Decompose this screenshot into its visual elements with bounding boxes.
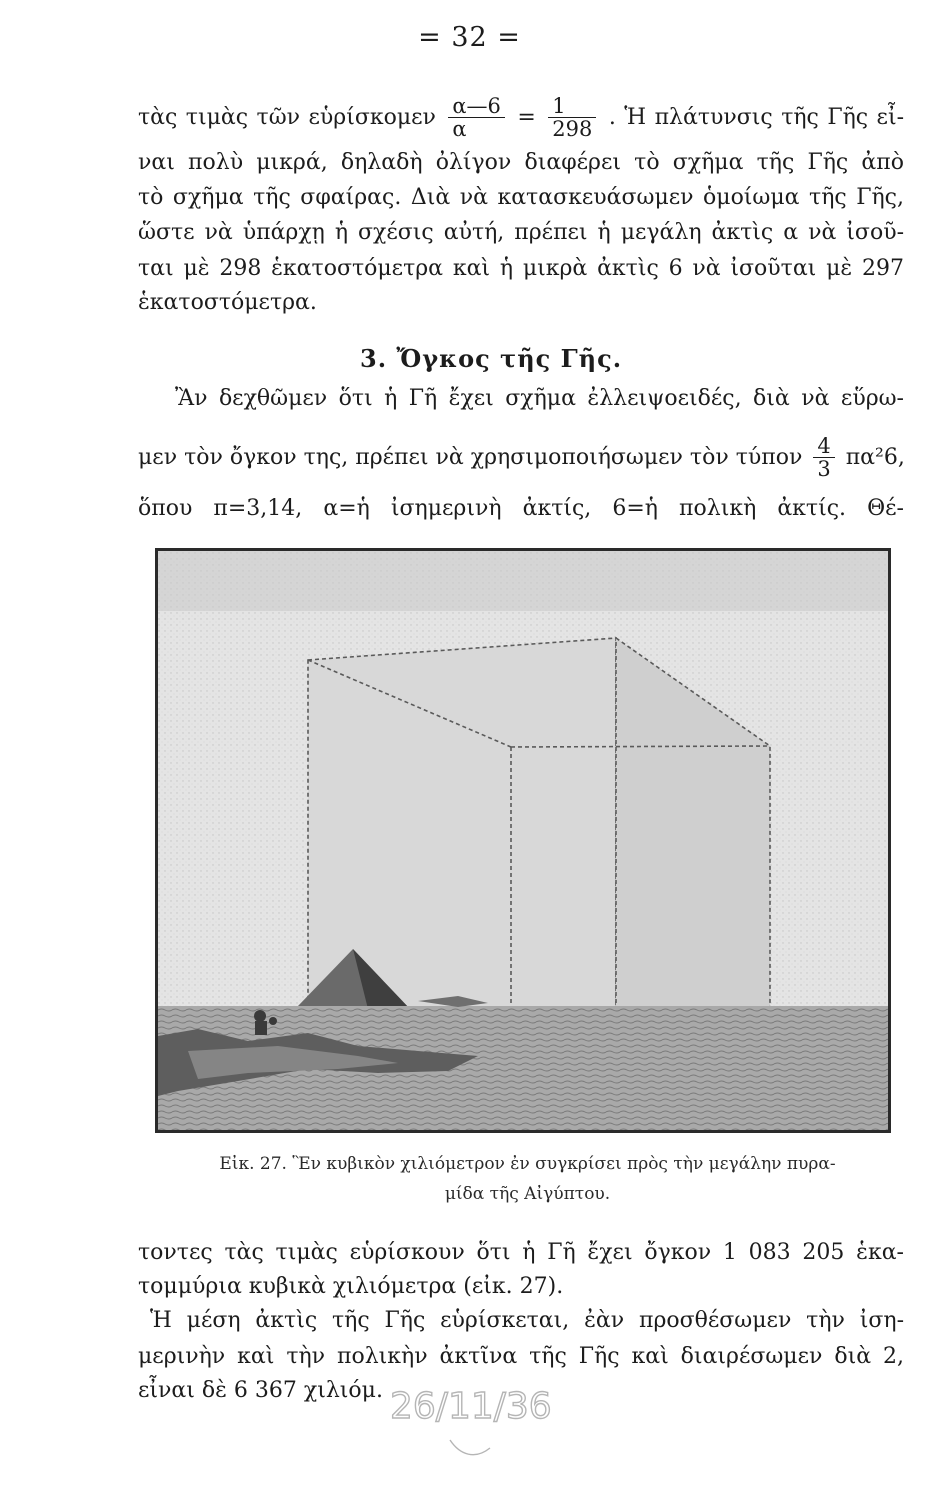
fraction-numerator: 4 xyxy=(813,436,834,458)
fraction-numerator: 1 xyxy=(548,96,596,118)
text-line-8-start: μεν τὸν ὄγκον της, πρέπει νὰ χρησιμοποιήσωμεν τὸν τύπον xyxy=(138,445,803,470)
figure-caption-line-1: Εἰκ. 27. Ἓν κυβικὸν χιλιόμετρον ἐν συγκρίσει πρὸς τὴν μεγάλην πυρα- xyxy=(219,1154,836,1174)
equals-sign: = xyxy=(517,105,536,130)
text-line-1-start: τὰς τιμὰς τῶν εὑρίσκομεν xyxy=(138,105,436,130)
text-line-8 xyxy=(138,436,904,480)
figure-cube-pyramid xyxy=(155,548,891,1133)
text-line-13: μερινὴν καὶ τὴν πολικὴν ἀκτῖνα τῆς Γῆς καὶ διαιρέσωμεν διὰ 2, xyxy=(138,1344,904,1369)
figure-caption-line-2: μίδα τῆς Αἰγύπτου. xyxy=(444,1184,611,1204)
text-line-9: ὅπου π=3,14, α=ἡ ἰσημερινὴ ἀκτίς, 6=ἡ πολικὴ ἀκτίς. Θέ- xyxy=(138,496,904,521)
text-line-11: τομμύρια κυβικὰ χιλιόμετρα (εἰκ. 27). xyxy=(138,1274,564,1299)
text-line-7: Ἂν δεχθῶμεν ὅτι ἡ Γῆ ἔχει σχῆμα ἐλλειψοειδές, διὰ νὰ εὕρω- xyxy=(175,386,904,411)
text-line-14: εἶναι δὲ 6 367 χιλιόμ. xyxy=(138,1378,383,1403)
fraction-one-over-298 xyxy=(548,96,596,140)
text-line-4: ὥστε νὰ ὑπάρχῃ ἡ σχέσις αὐτή, πρέπει ἡ μεγάλη ἀκτὶς α νὰ ἰσοῦ- xyxy=(138,220,904,245)
fraction-numerator: α—6 xyxy=(448,96,505,118)
fraction-flattening xyxy=(448,96,505,140)
text-line-12: Ἡ μέση ἀκτὶς τῆς Γῆς εὑρίσκεται, ἐὰν προσθέσωμεν τὴν ἰση- xyxy=(150,1308,904,1333)
fraction-denominator: α xyxy=(452,117,467,141)
handwritten-date-stamp xyxy=(380,1370,570,1470)
text-line-6: ἑκατοστόμετρα. xyxy=(138,290,317,315)
text-line-3: τὸ σχῆμα τῆς σφαίρας. Διὰ νὰ κατασκευάσωμεν ὁμοίωμα τῆς Γῆς, xyxy=(138,185,904,210)
text-line-1 xyxy=(138,96,904,140)
fraction-denominator: 298 xyxy=(552,117,593,141)
page-number: = 32 = xyxy=(418,22,521,53)
fraction-four-thirds xyxy=(813,436,834,480)
text-line-10: τοντες τὰς τιμὰς εὑρίσκουν ὅτι ἡ Γῆ ἔχει ὄγκον 1 083 205 ἑκα- xyxy=(138,1240,904,1265)
fraction-denominator: 3 xyxy=(817,457,831,481)
section-heading: 3. Ὄγκος τῆς Γῆς. xyxy=(360,344,623,373)
cube-pyramid-illustration xyxy=(158,551,888,1130)
text-line-1-end: . Ἡ πλάτυνσις τῆς Γῆς εἶ- xyxy=(608,105,905,130)
formula-volume: πα²6, xyxy=(845,445,905,470)
text-line-2: ναι πολὺ μικρά, δηλαδὴ ὀλίγον διαφέρει τὸ σχῆμα τῆς Γῆς ἀπὸ xyxy=(138,150,904,175)
stamp-text: 26/11/36 xyxy=(390,1386,552,1427)
text-line-5: ται μὲ 298 ἑκατοστόμετρα καὶ ἡ μικρὰ ἀκτὶς 6 νὰ ἰσοῦται μὲ 297 xyxy=(138,256,904,281)
